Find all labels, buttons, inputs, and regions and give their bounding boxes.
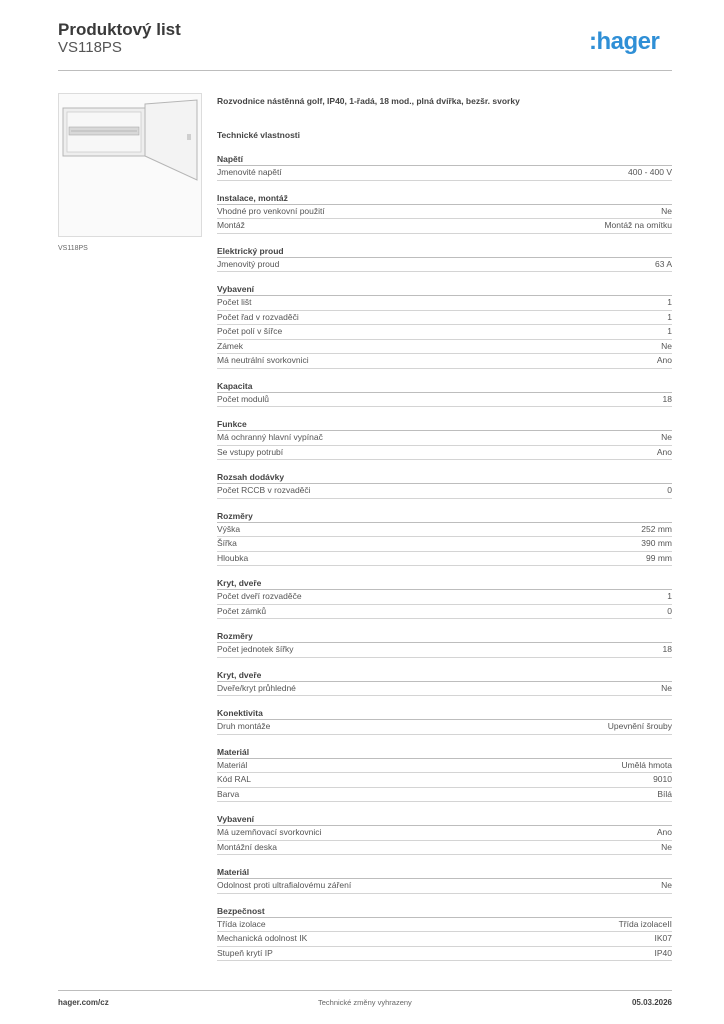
- footer-divider: [58, 990, 672, 991]
- spec-label: Druh montáže: [217, 721, 271, 731]
- product-image: [58, 93, 202, 237]
- spec-row: [217, 788, 672, 803]
- spec-row: [217, 643, 672, 658]
- spec-row: [217, 552, 672, 567]
- spec-section: [217, 418, 672, 460]
- spec-value: 1: [667, 297, 672, 307]
- spec-value: 400 - 400 V: [628, 167, 672, 177]
- spec-value: 0: [667, 485, 672, 495]
- spec-value: Třída izolaceII: [618, 918, 672, 929]
- spec-label: Montážní deska: [217, 841, 278, 852]
- spec-value: Ne: [661, 432, 672, 442]
- section-title: Bezpečnost: [217, 905, 672, 918]
- footer-date: 05.03.2026: [631, 998, 672, 1007]
- spec-row: [217, 484, 672, 499]
- footer-note: Technické změny vyhrazeny: [318, 998, 412, 1007]
- spec-label: Vhodné pro venkovní použití: [217, 205, 325, 216]
- spec-row: [217, 605, 672, 620]
- hager-logo: :hager: [589, 28, 660, 55]
- spec-section: [217, 380, 672, 408]
- spec-value: IP40: [654, 947, 672, 958]
- spec-row: [217, 325, 672, 340]
- spec-row: [217, 311, 672, 326]
- spec-label: Počet polí v šířce: [217, 326, 283, 336]
- spec-value: Ne: [661, 682, 672, 693]
- spec-section: [217, 283, 672, 369]
- spec-row: [217, 841, 672, 856]
- spec-row: [217, 219, 672, 234]
- spec-label: Jmenovitý proud: [217, 258, 280, 269]
- spec-value: 9010: [653, 774, 672, 784]
- spec-label: Počet zámků: [217, 605, 267, 616]
- spec-value: Umělá hmota: [621, 759, 672, 770]
- page-title: Produktový list: [58, 20, 181, 39]
- spec-value: Ano: [656, 827, 672, 837]
- section-title: Funkce: [217, 418, 672, 431]
- spec-label: Kód RAL: [217, 774, 252, 784]
- spec-row: [217, 205, 672, 220]
- section-title: Kapacita: [217, 380, 672, 393]
- spec-row: [217, 826, 672, 841]
- spec-value: 0: [667, 605, 672, 616]
- spec-row: [217, 947, 672, 962]
- spec-label: Odolnost proti ultrafialovému záření: [217, 880, 352, 890]
- spec-row: [217, 523, 672, 538]
- spec-value: Bílá: [657, 788, 672, 799]
- spec-section: [217, 471, 672, 499]
- spec-label: Šířka: [217, 538, 237, 548]
- spec-label: Hloubka: [217, 552, 249, 563]
- spec-value: 252 mm: [641, 523, 672, 534]
- spec-value: 390 mm: [641, 538, 672, 548]
- spec-value: 99 mm: [646, 552, 672, 563]
- spec-value: Ne: [661, 340, 672, 351]
- spec-row: [217, 537, 672, 552]
- spec-row: [217, 932, 672, 947]
- section-title: Vybavení: [217, 283, 672, 296]
- section-title: Napětí: [217, 153, 672, 166]
- spec-section: [217, 577, 672, 619]
- spec-label: Počet RCCB v rozvaděči: [217, 485, 311, 495]
- spec-label: Stupeň krytí IP: [217, 947, 273, 958]
- section-title: Elektrický proud: [217, 245, 672, 258]
- spec-label: Počet lišt: [217, 297, 252, 307]
- spec-value: Montáž na omítku: [604, 220, 672, 230]
- spec-label: Počet jednotek šířky: [217, 644, 294, 654]
- spec-section: [217, 510, 672, 567]
- spec-value: Ne: [661, 841, 672, 852]
- spec-section: [217, 707, 672, 735]
- spec-row: [217, 258, 672, 273]
- spec-row: [217, 166, 672, 181]
- spec-section: [217, 192, 672, 234]
- spec-section: [217, 153, 672, 181]
- spec-section: [217, 905, 672, 962]
- spec-value: 1: [667, 591, 672, 601]
- product-description: Rozvodnice nástěnná golf, IP40, 1-řadá, 18 mod., plná dvířka, bezšr. svorky: [217, 96, 520, 106]
- spec-section: [217, 630, 672, 658]
- section-title: Konektivita: [217, 707, 672, 720]
- spec-label: Jmenovité napětí: [217, 167, 282, 177]
- spec-value: Ne: [661, 880, 672, 890]
- spec-label: Počet dveří rozvaděče: [217, 591, 302, 601]
- spec-value: 18: [662, 393, 672, 404]
- spec-row: [217, 682, 672, 697]
- spec-label: Montáž: [217, 220, 245, 230]
- section-title: Materiál: [217, 866, 672, 879]
- spec-label: Materiál: [217, 759, 248, 770]
- technical-properties-heading: Technické vlastnosti: [217, 130, 300, 140]
- spec-label: Zámek: [217, 340, 243, 351]
- spec-row: [217, 590, 672, 605]
- spec-value: IK07: [654, 933, 672, 943]
- section-title: Rozměry: [217, 510, 672, 523]
- product-image-caption: VS118PS: [58, 245, 88, 252]
- spec-row: [217, 446, 672, 461]
- spec-label: Má ochranný hlavní vypínač: [217, 432, 323, 442]
- spec-section: [217, 813, 672, 855]
- spec-label: Se vstupy potrubí: [217, 446, 284, 457]
- spec-row: [217, 340, 672, 355]
- spec-section: [217, 866, 672, 894]
- spec-value: Ano: [656, 355, 672, 365]
- spec-row: [217, 431, 672, 446]
- spec-value: 63 A: [654, 258, 672, 269]
- section-title: Kryt, dveře: [217, 577, 672, 590]
- spec-label: Počet modulů: [217, 393, 269, 404]
- spec-label: Výška: [217, 523, 241, 534]
- header-divider: [58, 70, 672, 71]
- spec-row: [217, 773, 672, 788]
- spec-row: [217, 354, 672, 369]
- spec-row: [217, 393, 672, 408]
- spec-label: Třída izolace: [217, 918, 266, 929]
- spec-value: Ano: [656, 446, 672, 457]
- spec-value: 1: [667, 311, 672, 322]
- spec-label: Mechanická odolnost IK: [217, 933, 308, 943]
- spec-row: [217, 918, 672, 933]
- footer-website[interactable]: hager.com/cz: [58, 998, 109, 1007]
- spec-label: Má neutrální svorkovnici: [217, 355, 309, 365]
- spec-label: Dveře/kryt průhledné: [217, 682, 296, 693]
- spec-row: [217, 759, 672, 774]
- spec-sections: [217, 153, 672, 972]
- spec-row: [217, 879, 672, 894]
- spec-row: [217, 720, 672, 735]
- section-title: Rozsah dodávky: [217, 471, 672, 484]
- spec-label: Má uzemňovací svorkovnici: [217, 827, 322, 837]
- spec-section: [217, 245, 672, 273]
- spec-value: Upevnění šrouby: [607, 721, 672, 731]
- section-title: Vybavení: [217, 813, 672, 826]
- product-code: VS118PS: [58, 39, 122, 56]
- section-title: Materiál: [217, 746, 672, 759]
- spec-section: [217, 746, 672, 803]
- spec-row: [217, 296, 672, 311]
- spec-value: Ne: [661, 205, 672, 216]
- spec-label: Počet řad v rozvaděči: [217, 311, 299, 322]
- spec-value: 18: [662, 644, 672, 654]
- spec-label: Barva: [217, 788, 240, 799]
- spec-section: [217, 669, 672, 697]
- section-title: Rozměry: [217, 630, 672, 643]
- section-title: Instalace, montáž: [217, 192, 672, 205]
- spec-value: 1: [667, 326, 672, 336]
- section-title: Kryt, dveře: [217, 669, 672, 682]
